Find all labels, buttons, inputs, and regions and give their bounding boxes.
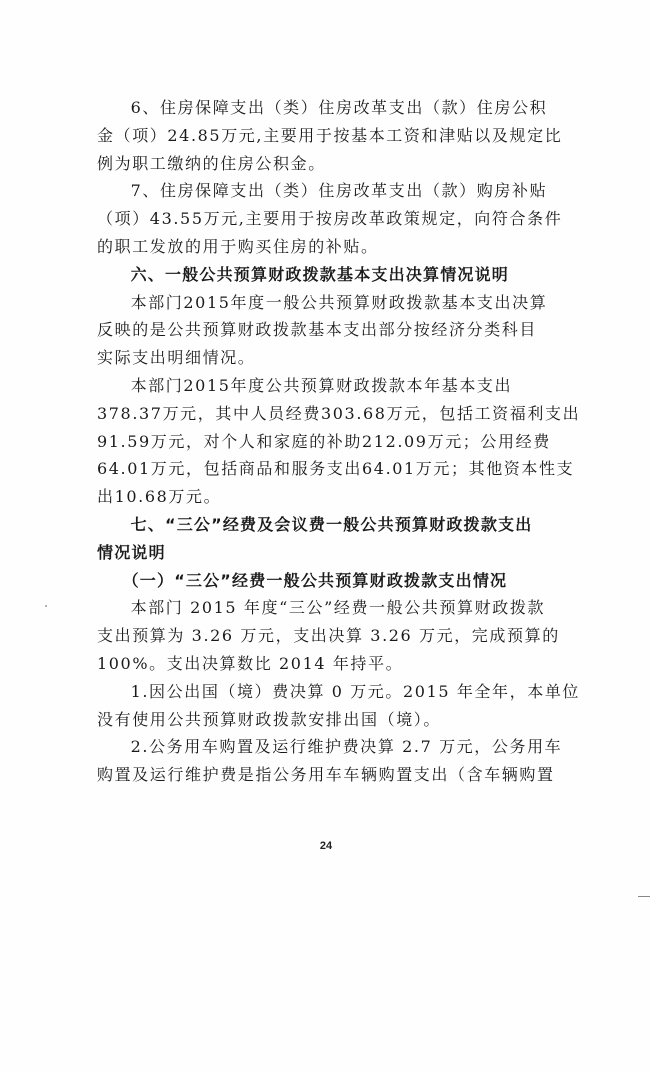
text-line: 本部门 2015 年度“三公”经费一般公共预算财政拨款 [130, 598, 546, 618]
text-line: 378.37万元，其中人员经费303.68万元，包括工资福利支出 [97, 403, 581, 423]
text-line: 例为职工缴纳的住房公积金。 [97, 153, 326, 173]
section-heading-6: 六、一般公共预算财政拨款基本支出决算情况说明 [130, 264, 509, 284]
text-line: 7、住房保障支出（类）住房改革支出（款）购房补贴 [130, 181, 548, 201]
text-line: 实际支出明细情况。 [97, 348, 256, 368]
text-line: 6、住房保障支出（类）住房改革支出（款）住房公积 [130, 98, 548, 117]
text-line: 没有使用公共预算财政拨款安排出国（境）。 [97, 709, 442, 729]
text-line: （项）43.55万元,主要用于按房改革政策规定，向符合条件 [97, 209, 563, 229]
scan-speck [45, 605, 47, 607]
text-line: 反映的是公共预算财政拨款基本支出部分按经济分类科目 [97, 320, 538, 340]
text-line: 的职工发放的用于购买住房的补贴。 [97, 236, 379, 256]
text-line: 91.59万元，对个人和家庭的补助212.09万元；公用经费 [97, 431, 551, 451]
scan-edge-mark [638, 896, 650, 897]
text-line: 64.01万元，包括商品和服务支出64.01万元；其他资本性支 [97, 459, 575, 479]
section-heading-7: 七、“三公”经费及会议费一般公共预算财政拨款支出 [130, 514, 533, 534]
document-body [97, 94, 581, 789]
text-line: 100%。支出决算数比 2014 年持平。 [97, 653, 404, 673]
subsection-heading-1: （一）“三公”经费一般公共预算财政拨款支出情况 [122, 570, 508, 590]
text-line: 出10.68万元。 [97, 487, 222, 507]
text-line: 购置及运行维护费是指公务用车车辆购置支出（含车辆购置 [97, 765, 555, 785]
text-line: 支出预算为 3.26 万元，支出决算 3.26 万元，完成预算的 [97, 626, 560, 646]
text-line: 金（项）24.85万元,主要用于按基本工资和津贴以及规定比 [97, 125, 563, 145]
text-line: 本部门2015年度公共预算财政拨款本年基本支出 [130, 375, 513, 395]
text-line: 本部门2015年度一般公共预算财政拨款基本支出决算 [130, 292, 548, 312]
text-line: 1.因公出国（境）费决算 0 万元。2015 年全年，本单位 [130, 681, 581, 701]
section-heading-7-cont: 情况说明 [97, 542, 166, 562]
text-line: 2.公务用车购置及运行维护费决算 2.7 万元，公务用车 [130, 737, 563, 757]
page-number: 24 [319, 840, 333, 852]
